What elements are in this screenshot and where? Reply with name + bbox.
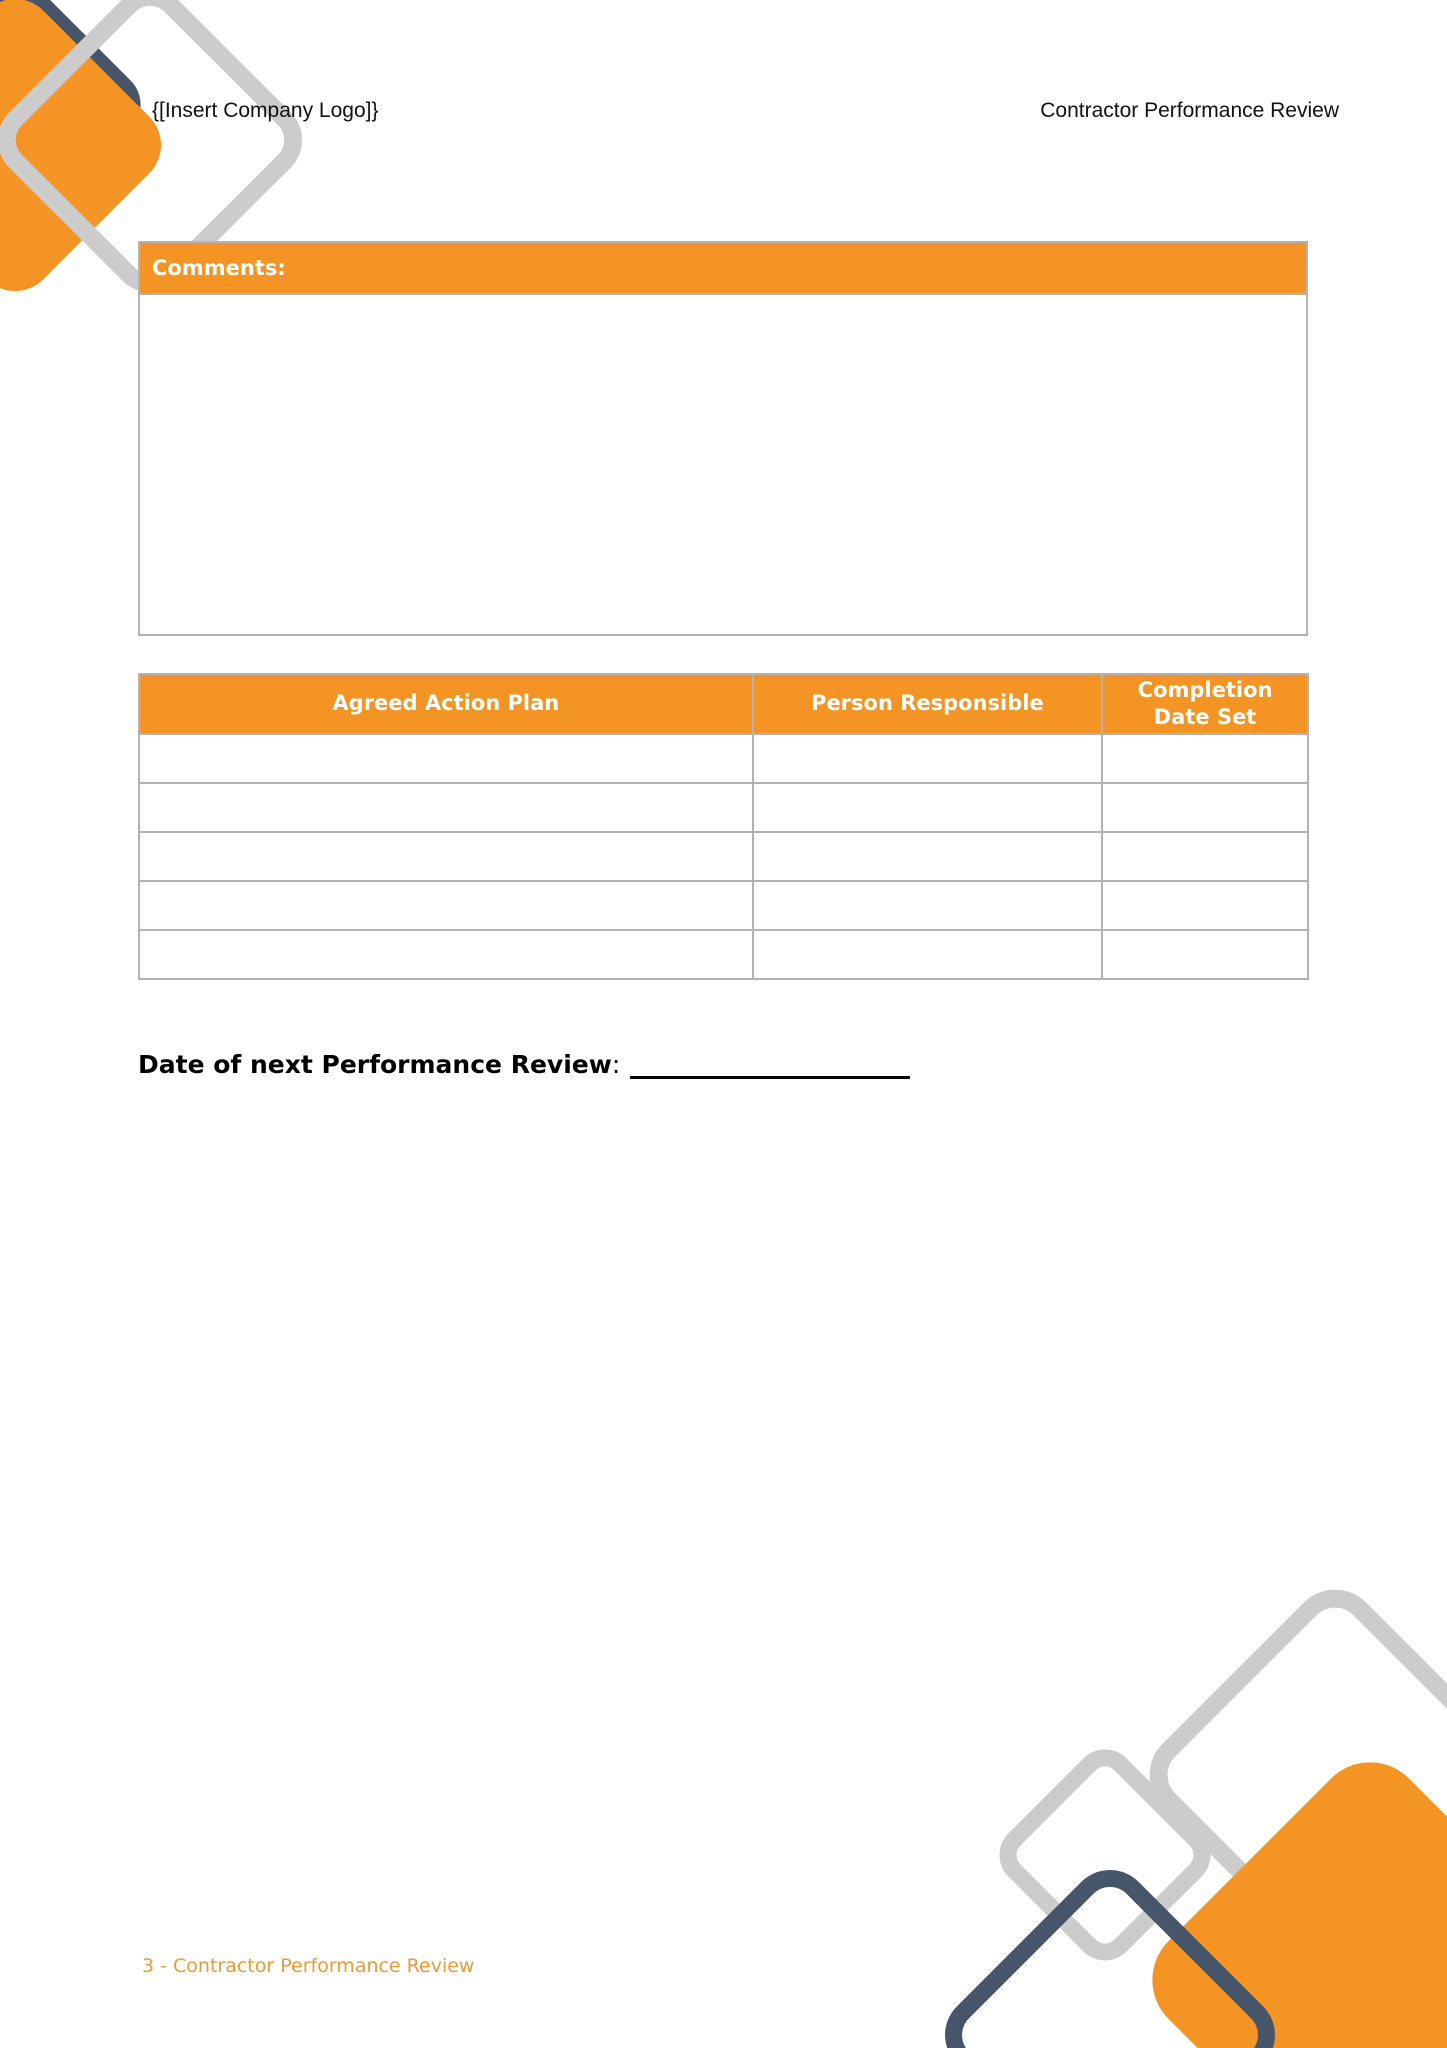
person-responsible-cell[interactable] — [753, 881, 1102, 930]
header-completion-date: Completion Date Set — [1102, 674, 1308, 734]
table-row — [139, 930, 1308, 979]
completion-date-cell[interactable] — [1102, 734, 1308, 783]
bottom-right-decoration — [940, 1584, 1447, 2048]
action-plan-cell[interactable] — [139, 881, 753, 930]
completion-date-cell[interactable] — [1102, 832, 1308, 881]
action-plan-cell[interactable] — [139, 930, 753, 979]
table-row — [139, 832, 1308, 881]
table-row — [139, 734, 1308, 783]
company-logo-placeholder: {[Insert Company Logo]} — [152, 99, 379, 122]
action-plan-cell[interactable] — [139, 734, 753, 783]
completion-date-cell[interactable] — [1102, 783, 1308, 832]
header-person-responsible: Person Responsible — [753, 674, 1102, 734]
comments-field[interactable] — [140, 295, 1306, 634]
action-plan-cell[interactable] — [139, 783, 753, 832]
next-review-date-field[interactable] — [630, 1050, 910, 1079]
header-agreed-action-plan: Agreed Action Plan — [139, 674, 753, 734]
action-plan-table — [138, 673, 1309, 980]
page-footer: 3 - Contractor Performance Review — [142, 1955, 475, 1977]
next-review-line — [138, 1050, 910, 1079]
comments-box — [138, 241, 1308, 636]
completion-date-cell[interactable] — [1102, 881, 1308, 930]
action-plan-cell[interactable] — [139, 832, 753, 881]
document-title: Contractor Performance Review — [1040, 99, 1339, 122]
comments-label: Comments: — [140, 243, 1306, 295]
completion-date-cell[interactable] — [1102, 930, 1308, 979]
person-responsible-cell[interactable] — [753, 832, 1102, 881]
next-review-colon: : — [611, 1050, 621, 1079]
person-responsible-cell[interactable] — [753, 734, 1102, 783]
table-header-row — [139, 674, 1308, 734]
table-row — [139, 881, 1308, 930]
next-review-label: Date of next Performance Review — [138, 1050, 612, 1079]
person-responsible-cell[interactable] — [753, 930, 1102, 979]
table-row — [139, 783, 1308, 832]
person-responsible-cell[interactable] — [753, 783, 1102, 832]
